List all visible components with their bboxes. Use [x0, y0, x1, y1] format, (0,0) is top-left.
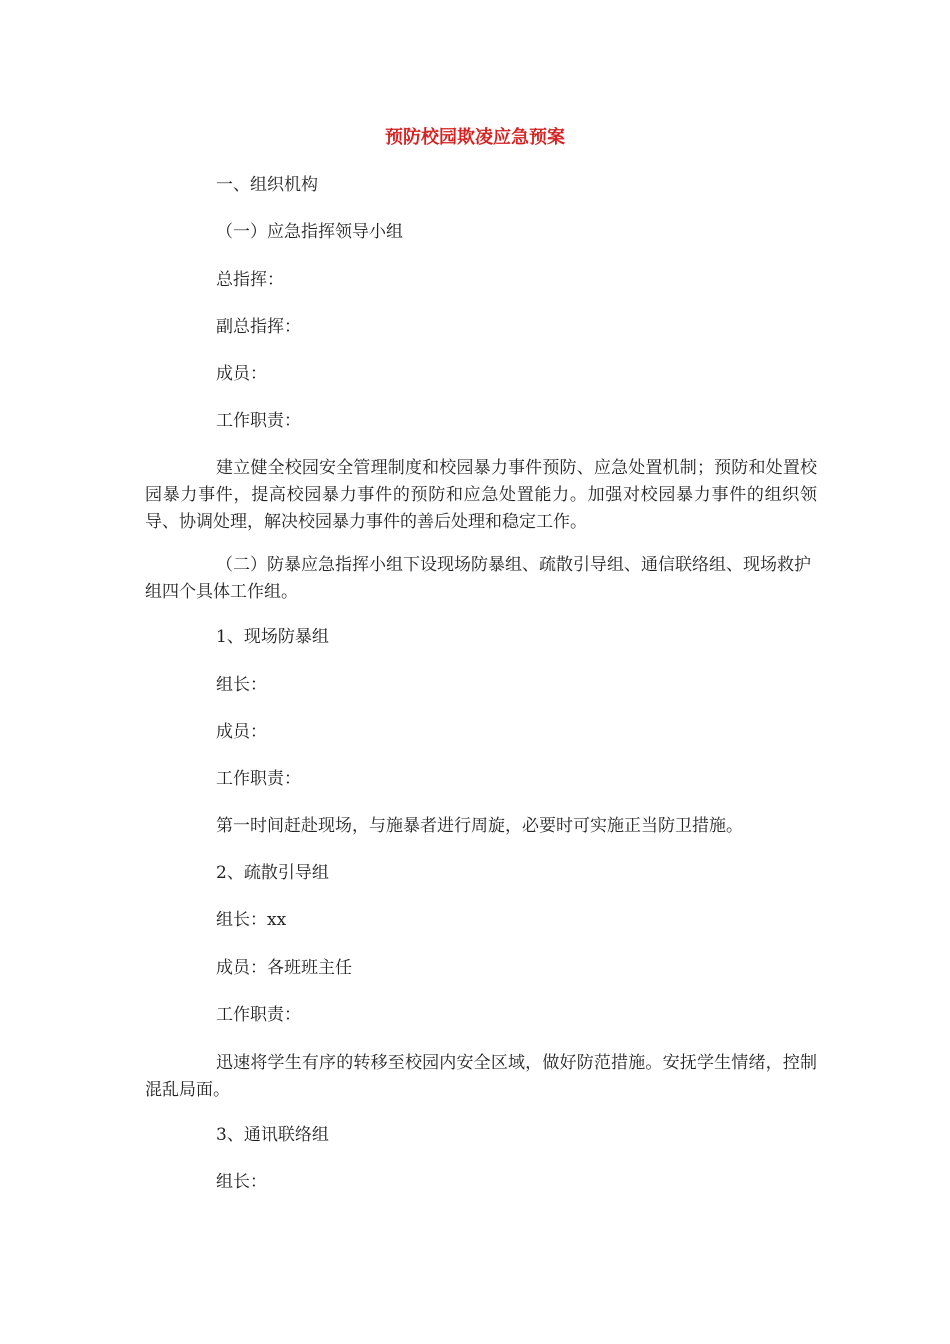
field-evacuation-members: 成员：各班班主任 [216, 958, 352, 978]
paragraph-working-groups: （二）防暴应急指挥小组下设现场防暴组、疏散引导组、通信联络组、现场救护组四个具体工作组。 [145, 555, 811, 602]
paragraph-anti-riot-duties: 第一时间赶赴现场，与施暴者进行周旋，必要时可实施正当防卫措施。 [216, 816, 743, 836]
field-communication-leader: 组长： [216, 1172, 267, 1192]
field-duties: 工作职责： [216, 411, 301, 431]
paragraph-command-duties: 建立健全校园安全管理制度和校园暴力事件预防、应急处置机制；预防和处置校园暴力事件，提高校园暴力事件的预防和应急处置能力。加强对校园暴力事件的组织领导、协调处理，解决校园暴力事件的善后处理和稳定工作。 [145, 458, 817, 532]
field-evacuation-duties: 工作职责： [216, 1005, 301, 1025]
paragraph-evacuation-duties: 迅速将学生有序的转移至校园内安全区域，做好防范措施。安抚学生情绪，控制混乱局面。 [145, 1053, 817, 1100]
group-heading-evacuation: 2、疏散引导组 [216, 863, 329, 883]
field-commander: 总指挥： [216, 270, 284, 290]
field-deputy-commander: 副总指挥： [216, 317, 301, 337]
field-group-leader: 组长： [216, 675, 267, 695]
field-members: 成员： [216, 364, 267, 384]
field-group-members: 成员： [216, 722, 267, 742]
field-evacuation-leader: 组长：xx [216, 910, 287, 930]
group-heading-anti-riot: 1、现场防暴组 [216, 627, 329, 647]
document-title: 预防校园欺凌应急预案 [385, 127, 565, 148]
subsection-heading-command-group: （一）应急指挥领导小组 [216, 222, 403, 242]
field-group-duties: 工作职责： [216, 769, 301, 789]
group-heading-communication: 3、通讯联络组 [216, 1125, 329, 1145]
section-heading-organization: 一、组织机构 [216, 175, 318, 195]
